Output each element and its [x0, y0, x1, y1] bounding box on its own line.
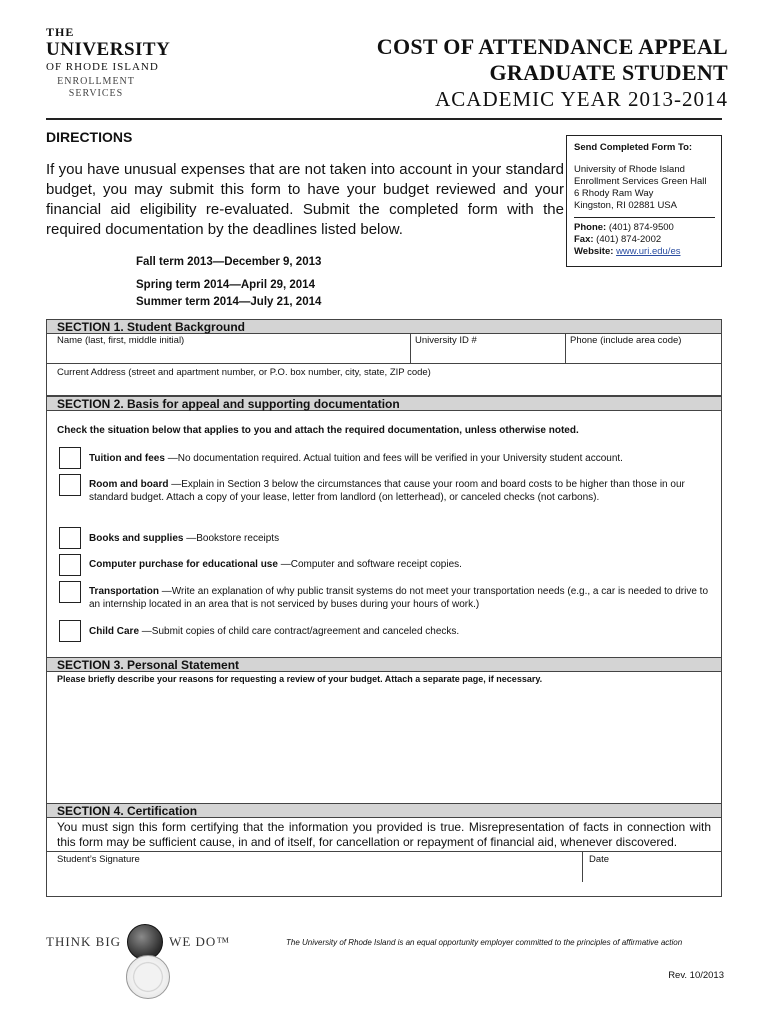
tuition-fees-checkbox[interactable]: [59, 447, 81, 469]
option-desc: —Write an explanation of why public transit systems do not meet your transportation needs (e.g., a car is needed to drive to an internship located in an area that is not serviced by buses during your hours of work.): [89, 586, 709, 610]
logo-the: THE: [46, 25, 75, 39]
logo-services: SERVICES: [68, 88, 124, 99]
section-4-title: SECTION 4. Certification: [47, 804, 721, 818]
address-line: 6 Rhody Ram Way: [574, 188, 654, 199]
child-care-option: [89, 626, 709, 639]
website-line: [574, 246, 715, 258]
send-to-box: [566, 135, 722, 267]
section-4-certification: [46, 803, 722, 897]
computer-purchase-checkbox[interactable]: [59, 554, 81, 576]
certification-text: You must sign this form certifying that the information you provided is true. Misrepresentation of facts in connection with this form may be sufficient cause, in and of itself, for cancellation or repayment of financial aid, whenever discovered.: [57, 820, 711, 849]
computer-purchase-option: [89, 559, 709, 572]
fax-value: (401) 874-2002: [593, 234, 662, 245]
address-line: Enrollment Services Green Hall: [574, 176, 707, 187]
books-supplies-option: [89, 533, 709, 546]
option-desc: —No documentation required. Actual tuition and fees will be verified in your University student account.: [164, 453, 623, 464]
phone-label: Phone:: [574, 222, 607, 233]
title-line-3: ACADEMIC YEAR 2013-2014: [435, 87, 728, 111]
option-desc: —Bookstore receipts: [183, 533, 280, 544]
fax-label: Fax:: [574, 234, 594, 245]
option-label: Books and supplies: [89, 533, 184, 544]
deadline-summer: Summer term 2014—July 21, 2014: [136, 296, 322, 308]
equal-opportunity-statement: The University of Rhode Island is an equal opportunity employer committed to the principles of affirmative action: [286, 938, 683, 947]
logo-of-rhode-island: OF RHODE ISLAND: [46, 61, 159, 73]
signature-label: Student’s Signature: [57, 854, 140, 865]
directions-heading: DIRECTIONS: [46, 129, 133, 145]
personal-statement-instructions: Please briefly describe your reasons for requesting a review of your budget. Attach a separate page, if necessary.: [57, 674, 543, 684]
child-care-checkbox[interactable]: [59, 620, 81, 642]
logo-university: UNIVERSITY: [46, 39, 171, 60]
university-logo: [46, 26, 176, 100]
option-desc: —Submit copies of child care contract/agreement and canceled checks.: [139, 626, 460, 637]
section-1-row-1: [47, 334, 721, 364]
section-1-title: SECTION 1. Student Background: [47, 320, 721, 334]
room-board-option: [89, 479, 709, 504]
university-id-field[interactable]: [411, 334, 566, 363]
website-link[interactable]: www.uri.edu/es: [616, 246, 681, 257]
option-desc: —Explain in Section 3 below the circumstances that cause your room and board costs to be higher than those in our standard budget. Attach a copy of your lease, letter from landlord (on letterhead), or canceled checks (not carbons).: [89, 479, 685, 503]
deadlines-list: [136, 254, 321, 311]
option-label: Child Care: [89, 626, 140, 637]
tagline-left: THINK BIG: [46, 934, 122, 949]
website-label: Website:: [574, 246, 614, 257]
option-label: Transportation: [89, 586, 160, 597]
address-line: University of Rhode Island: [574, 164, 685, 175]
address-line: Kingston, RI 02881 USA: [574, 200, 677, 211]
phone-field[interactable]: [566, 334, 721, 363]
tagline-right: WE DO™: [169, 934, 231, 949]
title-line-2: GRADUATE STUDENT: [489, 60, 728, 85]
think-big-tagline: [46, 924, 230, 960]
room-board-checkbox[interactable]: [59, 474, 81, 496]
address-field-label: Current Address (street and apartment number, or P.O. box number, city, state, ZIP code): [57, 367, 431, 378]
section-2-instructions: Check the situation below that applies to you and attach the required documentation, unless otherwise noted.: [57, 425, 579, 436]
deadline-spring: Spring term 2014—April 29, 2014: [136, 279, 315, 291]
address-field[interactable]: [47, 364, 721, 381]
option-label: Computer purchase for educational use: [89, 559, 278, 570]
option-label: Room and board: [89, 479, 169, 490]
phone-field-label: Phone (include area code): [570, 335, 682, 346]
phone-value: (401) 874-9500: [606, 222, 674, 233]
revision-date: Rev. 10/2013: [668, 970, 724, 981]
name-field-label: Name (last, first, middle initial): [57, 335, 185, 346]
signature-row: [47, 851, 721, 882]
tuition-fees-option: [89, 453, 709, 466]
deadline-fall: Fall term 2013—December 9, 2013: [136, 256, 322, 268]
university-seal-icon: [126, 955, 170, 999]
personal-statement-field[interactable]: [47, 686, 721, 798]
university-id-label: University ID #: [415, 335, 477, 346]
section-1-student-background: [46, 319, 722, 396]
send-to-divider: [574, 217, 715, 218]
title-line-1: COST OF ATTENDANCE APPEAL: [376, 34, 728, 59]
name-field[interactable]: [47, 334, 411, 363]
books-supplies-checkbox[interactable]: [59, 527, 81, 549]
send-to-heading: Send Completed Form To:: [574, 142, 693, 153]
section-2-title: SECTION 2. Basis for appeal and supporting documentation: [47, 397, 721, 411]
fax-line: [574, 234, 715, 246]
phone-line: [574, 222, 715, 234]
section-3-personal-statement: [46, 657, 722, 804]
section-2-basis-for-appeal: [46, 396, 722, 658]
logo-enrollment: ENROLLMENT: [57, 76, 135, 87]
signature-field[interactable]: [47, 852, 583, 882]
transportation-option: [89, 586, 709, 611]
directions-body: If you have unusual expenses that are not taken into account in your standard budget, you may submit this form to have your budget reviewed and your financial aid eligibility re-evaluated. Submit the completed form with the required documentation by the deadlines listed below.: [46, 161, 564, 238]
option-label: Tuition and fees: [89, 453, 165, 464]
section-3-title: SECTION 3. Personal Statement: [47, 658, 721, 672]
form-title: [377, 34, 728, 112]
option-desc: —Computer and software receipt copies.: [277, 559, 462, 570]
header-divider: [46, 118, 722, 120]
date-field[interactable]: [583, 852, 721, 882]
transportation-checkbox[interactable]: [59, 581, 81, 603]
date-label: Date: [589, 854, 610, 865]
